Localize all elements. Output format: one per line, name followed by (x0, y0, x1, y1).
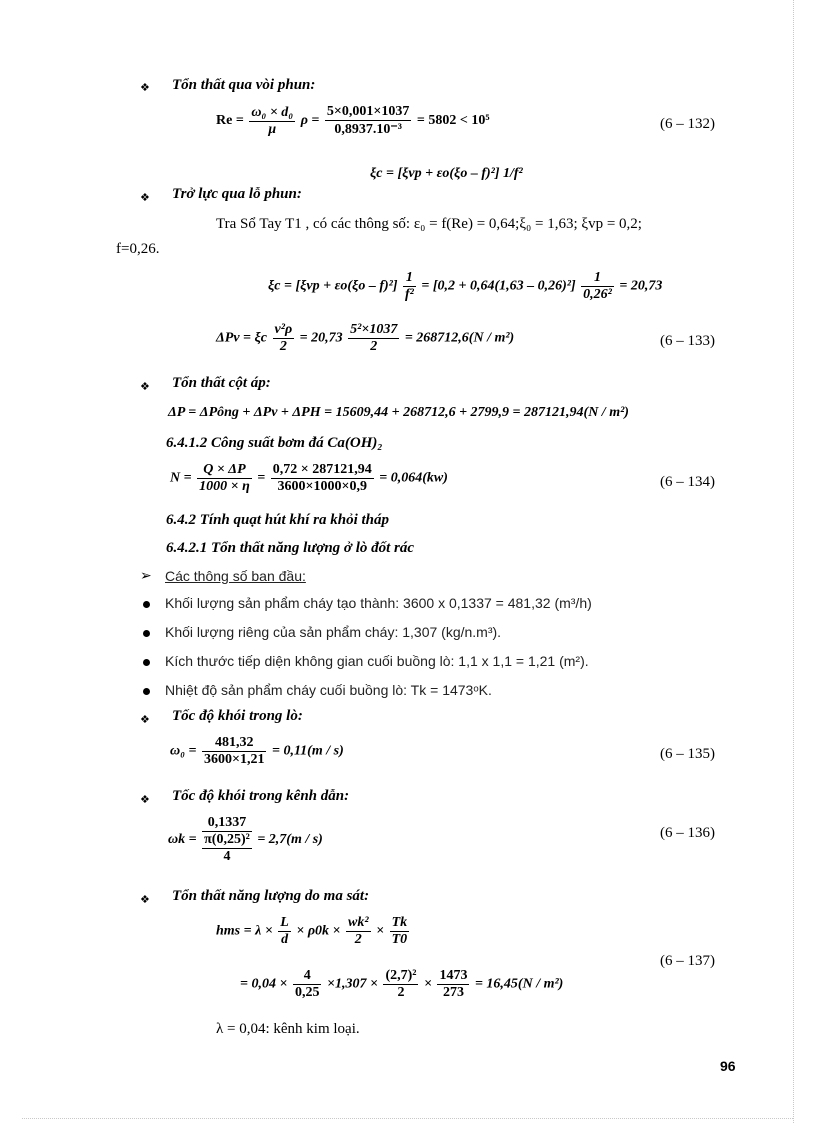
bullet-icon (143, 688, 150, 695)
equation-term: ξc = [ξvp + εo(ξo – f)²] (268, 278, 398, 294)
numerator: 0,1337 (202, 815, 252, 832)
fraction (293, 968, 322, 1001)
body-paragraph: Tra Sổ Tay T1 , có các thông số: ε₀ = f(Re) = 0,64;ξ₀ = 1,63; ξvp = 0,2; (216, 216, 642, 232)
bullet-icon (143, 659, 150, 666)
denominator: d (281, 932, 289, 947)
section-heading: Tổn thất qua vòi phun: (172, 77, 316, 93)
equation-term: = (257, 470, 266, 486)
section-heading: Tốc độ khói trong lò: (172, 708, 303, 724)
list-heading: Các thông số ban đầu: (165, 568, 306, 584)
fraction (383, 968, 418, 1001)
numerator: 0,72 × 287121,94 (272, 462, 372, 477)
equation-number: (6 – 137) (660, 953, 715, 969)
equation-term: ρ = (300, 113, 320, 129)
numerator: Tk (391, 915, 408, 930)
equation-total-pressure: ΔP = ΔPông + ΔPv + ΔPH = 15609,44 + 268712,6 + 2799,9 = 287121,94(N / m²) (168, 405, 629, 420)
equation-term: = 20,73 (299, 330, 343, 346)
equation-term: ×1,307 × (326, 976, 378, 992)
list-item: Nhiệt độ sản phẩm cháy cuối buồng lò: Tk = 1473ᵒK. (165, 682, 492, 698)
diamond-bullet-icon: ❖ (140, 191, 150, 204)
section-heading: Tổn thất năng lượng do ma sát: (172, 888, 370, 904)
diamond-bullet-icon: ❖ (140, 713, 150, 726)
numerator: 5×0,001×1037 (326, 104, 410, 119)
equation-term: ωk = (168, 832, 197, 848)
denominator: 2 (370, 339, 378, 354)
equation-6-132 (216, 104, 490, 138)
equation-term: = [0,2 + 0,64(1,63 – 0,26)²] (421, 278, 576, 294)
fraction (202, 735, 266, 768)
fraction (348, 322, 399, 355)
lambda-note: λ = 0,04: kênh kim loại. (216, 1021, 360, 1037)
numerator: 481,32 (202, 735, 266, 752)
equation-term: = 0,11(m / s) (271, 743, 344, 759)
equation-term: × (423, 976, 432, 992)
denominator: T0 (391, 932, 408, 947)
fraction (390, 915, 410, 948)
numerator: wk² (348, 915, 369, 930)
denominator-bottom: 4 (223, 849, 231, 864)
equation-6-137-a (216, 915, 411, 948)
equation-6-137-b (240, 968, 563, 1001)
equation-6-135 (170, 735, 344, 768)
equation-term: × ρ0k × (296, 923, 341, 939)
denominator: 2 (279, 339, 287, 354)
denominator: 3600×1,21 (203, 752, 265, 767)
fraction (271, 462, 374, 495)
numerator: (2,7)² (385, 968, 417, 983)
equation-number: (6 – 132) (660, 116, 715, 132)
equation-term: N = (170, 470, 192, 486)
equation-6-134 (170, 462, 448, 495)
fraction (403, 270, 416, 303)
equation-number: (6 – 133) (660, 333, 715, 349)
denominator: 0,8937.10⁻³ (334, 122, 402, 137)
fraction (202, 815, 252, 865)
fraction (437, 968, 469, 1001)
numerator: 1473 (439, 968, 468, 983)
fraction (346, 915, 371, 948)
denominator: f² (405, 287, 414, 302)
bullet-icon (143, 601, 150, 608)
numerator: Q × ΔP (197, 462, 252, 479)
fraction (197, 462, 252, 495)
list-item: Khối lượng sản phẩm cháy tạo thành: 3600 x 0,1337 = 481,32 (m³/h) (165, 595, 592, 611)
page-number: 96 (720, 1058, 736, 1074)
denominator: 0,25 (294, 985, 320, 1000)
diamond-bullet-icon: ❖ (140, 81, 150, 94)
list-item: Kích thước tiếp diện không gian cuối buồng lò: 1,1 x 1,1 = 1,21 (m²). (165, 653, 589, 669)
denominator: 1000 × η (199, 479, 250, 494)
denominator: 0,26² (583, 287, 612, 302)
equation-term: = 20,73 (619, 278, 663, 294)
arrow-bullet-icon: ➢ (140, 569, 152, 584)
equation-term: hms = λ × (216, 923, 273, 939)
denominator: μ (268, 121, 277, 137)
equation-6-133 (216, 322, 514, 355)
numerator: v²ρ (274, 322, 293, 337)
equation-term: ω₀ = (170, 743, 197, 759)
section-heading: Trở lực qua lỗ phun: (172, 186, 302, 202)
subsection-heading: 6.4.2.1 Tổn thất năng lượng ở lò đốt rác (166, 540, 415, 556)
denominator: 3600×1000×0,9 (277, 479, 367, 494)
equation-term: ΔPv = ξc (216, 330, 268, 346)
denominator: 2 (397, 985, 405, 1000)
equation-term: × (376, 923, 385, 939)
equation-term: Re = (216, 113, 244, 129)
subsection-heading: 6.4.1.2 Công suất bơm đá Ca(OH)₂ (166, 435, 383, 451)
numerator: 5²×1037 (350, 322, 398, 337)
equation-number: (6 – 134) (660, 474, 715, 490)
numerator: 4 (293, 968, 322, 985)
subsection-heading: 6.4.2 Tính quạt hút khí ra khỏi tháp (166, 512, 389, 528)
fraction (581, 270, 614, 303)
equation-term: = 5802 < 10⁵ (416, 113, 490, 129)
equation-term: = 2,7(m / s) (257, 832, 323, 848)
section-heading: Tổn thất cột áp: (172, 375, 271, 391)
equation-term: = 16,45(N / m²) (474, 976, 564, 992)
fraction (325, 104, 411, 138)
page-border-right (793, 0, 794, 1123)
numerator: L (280, 915, 289, 930)
section-heading: Tốc độ khói trong kênh dẫn: (172, 788, 350, 804)
xi-formula: ξc = [ξvp + εo(ξo – f)²] 1/f² (370, 166, 523, 181)
diamond-bullet-icon: ❖ (140, 380, 150, 393)
numerator: ω₀ × d₀ (251, 104, 294, 120)
equation-term: = 0,064(kw) (379, 470, 448, 486)
denominator: 273 (442, 985, 464, 1000)
equation-6-136 (168, 815, 323, 865)
numerator: 1 (403, 270, 416, 287)
equation-number: (6 – 135) (660, 746, 715, 762)
fraction (278, 915, 291, 948)
diamond-bullet-icon: ❖ (140, 793, 150, 806)
numerator: 1 (581, 270, 614, 287)
equation-term: = 268712,6(N / m²) (404, 330, 515, 346)
denominator: 2 (354, 932, 362, 947)
list-item: Khối lượng riêng của sản phẩm cháy: 1,307 (kg/n.m³). (165, 624, 502, 640)
fraction (249, 105, 295, 138)
fraction (273, 322, 295, 355)
body-paragraph: f=0,26. (116, 241, 160, 257)
equation-term: = 0,04 × (240, 976, 288, 992)
equation-xi (268, 270, 662, 303)
equation-number: (6 – 136) (660, 825, 715, 841)
diamond-bullet-icon: ❖ (140, 893, 150, 906)
denominator-top: π(0,25)² (204, 832, 250, 847)
page-border-bottom (22, 1118, 793, 1119)
bullet-icon (143, 630, 150, 637)
